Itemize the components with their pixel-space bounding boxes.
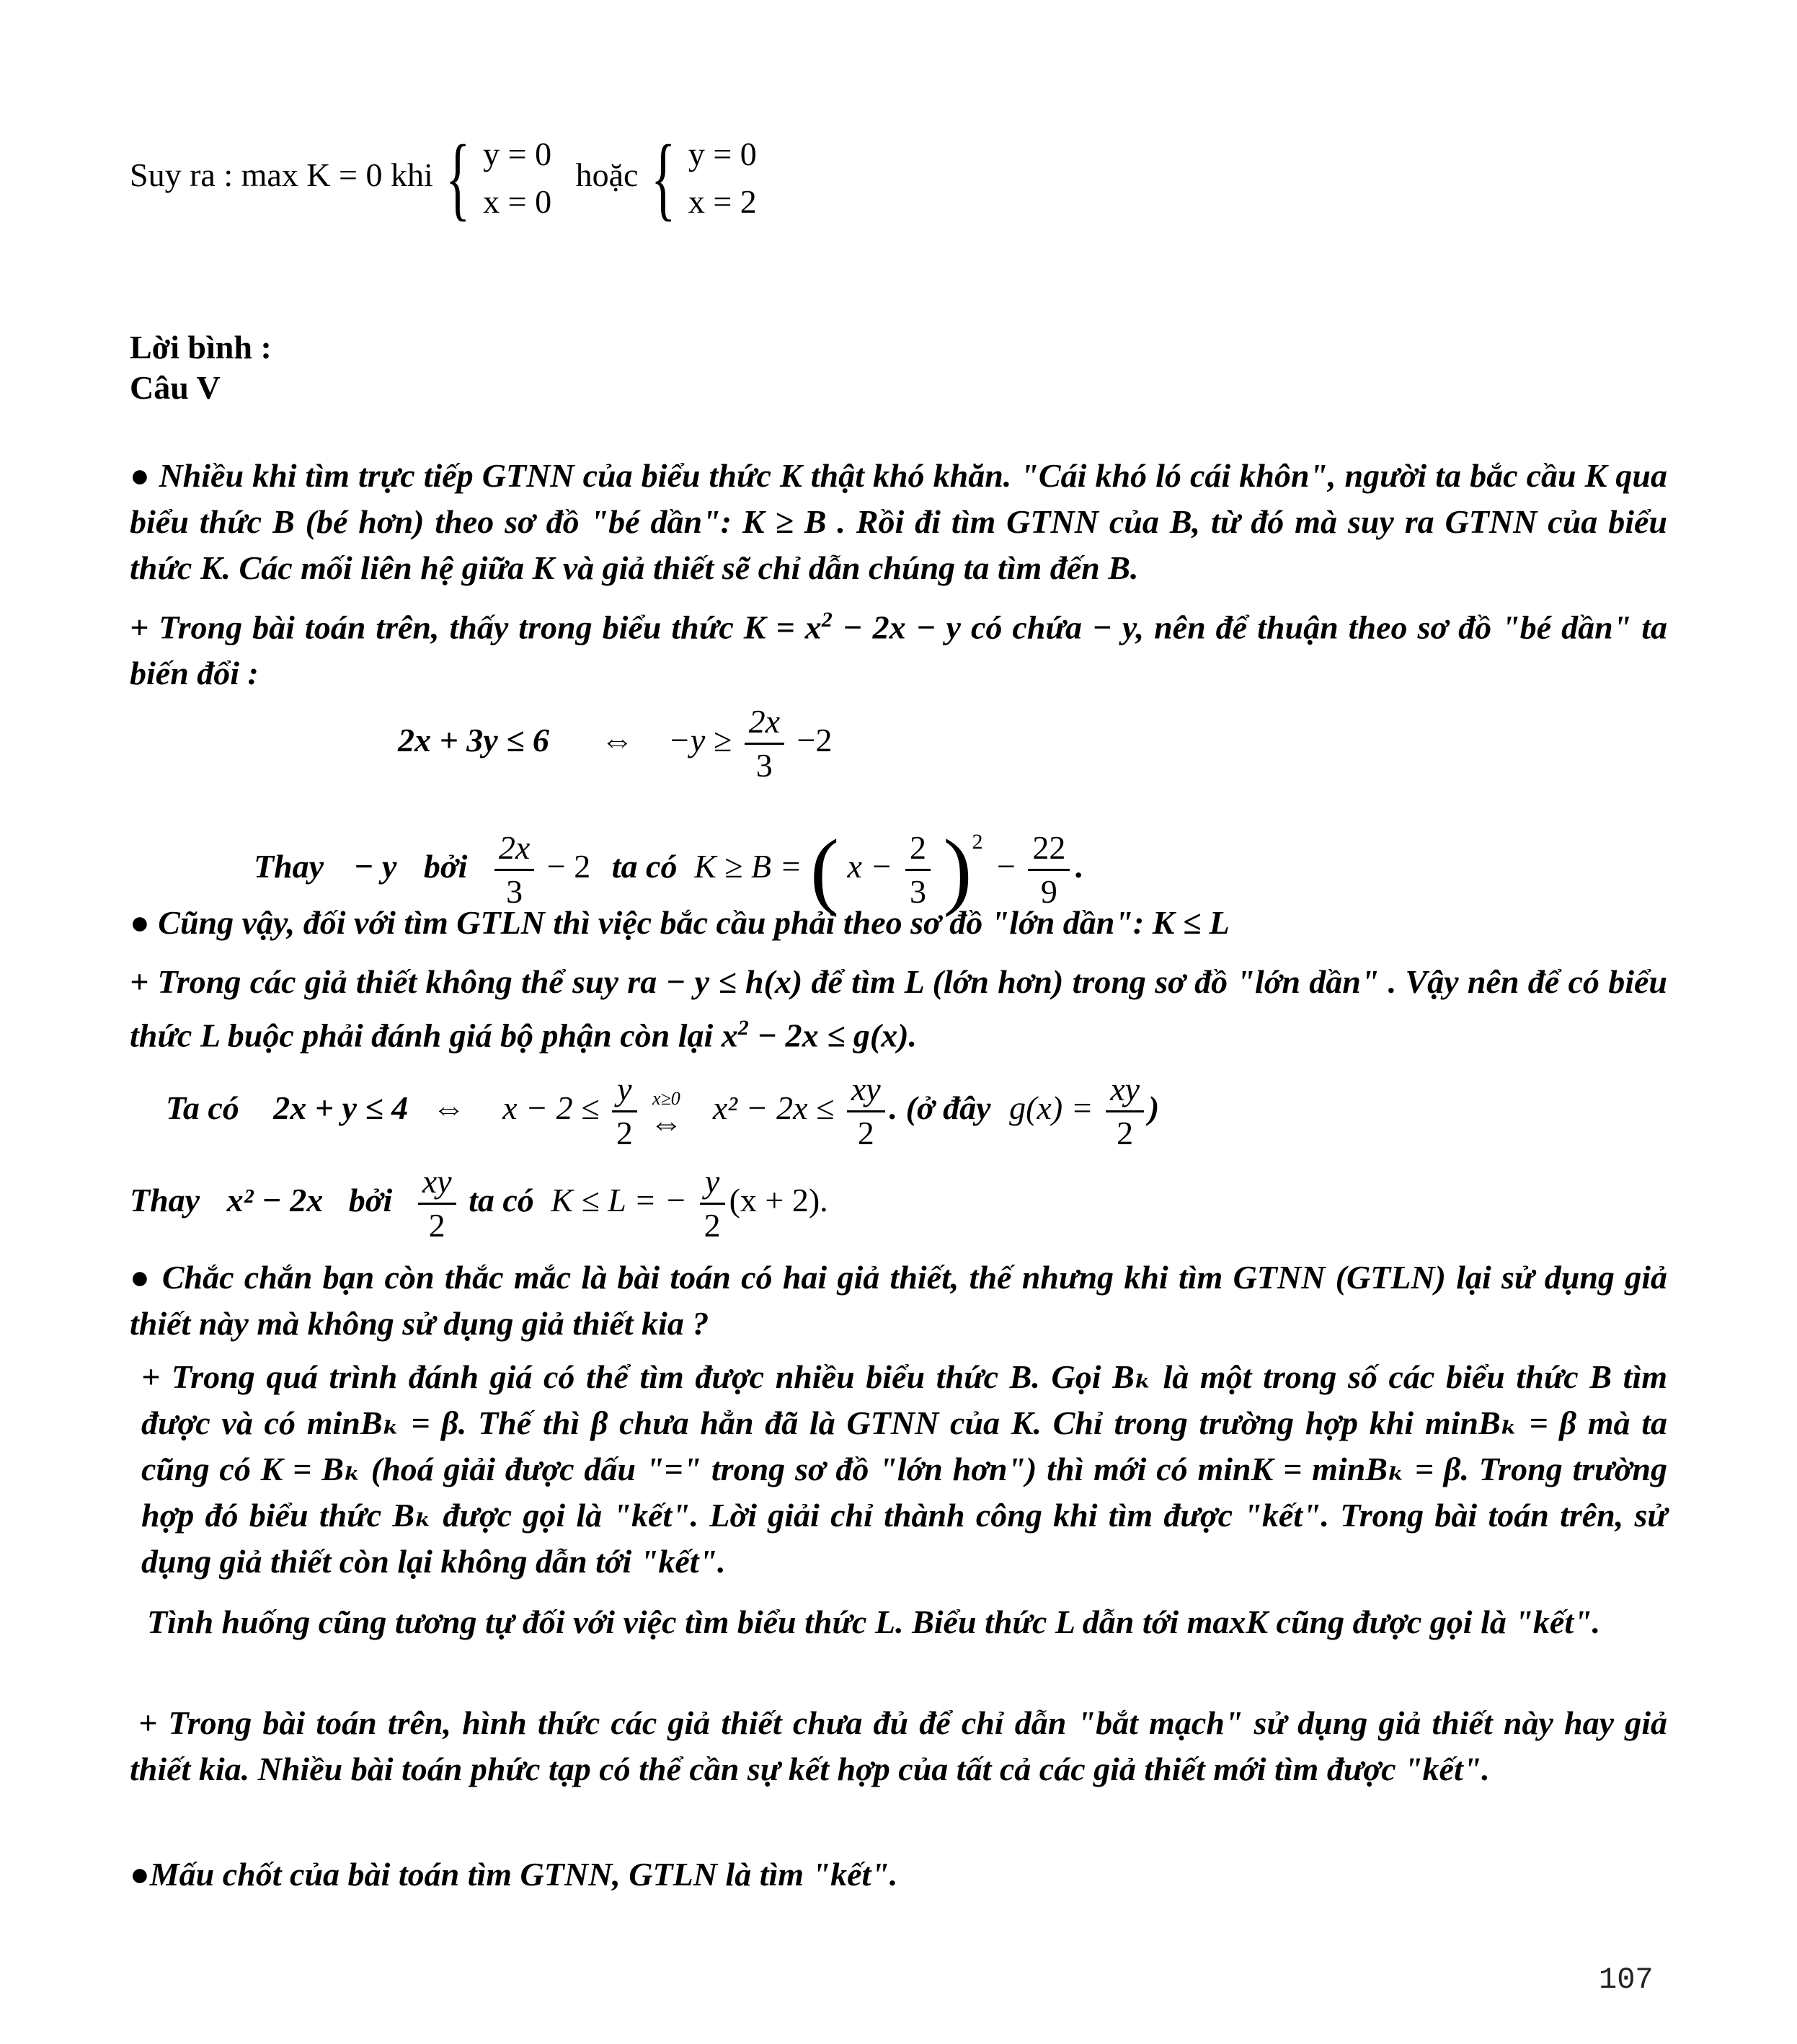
eq4-den: 2 [428,1206,445,1244]
eq2-fraction-1 [494,827,534,913]
eq2-square: 2 [972,830,983,854]
eq3-iff: ⇔ [432,1089,466,1126]
equation-4 [130,1154,828,1247]
p4-exponent: 2 [737,1016,749,1040]
left-brace-1: { [445,126,471,231]
eq3-taco: Ta có [166,1089,239,1126]
eq4-taco: ta có [469,1182,534,1218]
p2-exponent: 2 [821,608,833,632]
eq1-den: 3 [755,746,773,784]
eq3-num3: xy [1106,1069,1144,1112]
eq3-gx: g(x) = [1009,1089,1093,1126]
eq2-boi: bởi [423,848,468,885]
eq2-x: x − [847,848,893,885]
eq2-num2: 2 [905,827,931,871]
conclusion-prefix: Suy ra : max K = 0 khi [130,156,433,193]
eq1-rel: −y ≥ [667,722,732,758]
eq3-close: ) [1148,1089,1160,1126]
system-1 [483,130,551,226]
paragraph-9: ●Mấu chốt của bài toán tìm GTNN, GTLN là tìm "kết". [130,1856,898,1893]
paragraph-7: Tình huống cũng tương tự đối với việc tìm biểu thức L. Biểu thức L dẫn tới maxK cũng được gọi là "kết". [147,1603,1601,1640]
eq3-iff2: ⇔ [649,1105,683,1142]
eq1-tail: −2 [797,722,833,758]
eq3-fraction-2 [847,1069,885,1154]
eq2-minus: − [996,848,1016,885]
p4-text-a: + Trong các giả thiết không thể suy ra − y ≤ h(x) để tìm L (lớn hơn) trong sơ đồ "lớn dần" . Vậy nên để có biểu thức L buộc phải đánh giá bộ phận còn lại x [130,963,1667,1054]
eq2-den3: 9 [1040,872,1057,910]
paragraph-1: ● Nhiều khi tìm trực tiếp GTNN của biểu thức K thật khó khăn. "Cái khó ló cái khôn", người ta bắc cầu K qua biểu thức B (bé hơn) theo sơ đồ "bé dần": K ≥ B . Rồi đi tìm GTNN của B, từ đó mà suy ra GTNN của biểu thức K. Các mối liên hệ giữa K và giả thiết sẽ chỉ dẫn chúng ta tìm đến B. [130,457,1667,586]
paragraph-5: ● Chắc chắn bạn còn thắc mắc là bài toán có hai giả thiết, thế nhưng khi tìm GTNN (GTLN) lại sử dụng giả thiết này mà không sử dụng giả thiết kia ? [130,1259,1667,1342]
equation-3 [166,1061,1159,1155]
eq3-note: . (ở đây [889,1089,991,1126]
system-1-eq-b: x = 0 [483,183,552,221]
p2-text-a: + Trong bài toán trên, thấy trong biểu thức K = x [130,609,822,646]
eq4-thay: Thay [130,1182,200,1218]
system-2 [688,130,757,226]
eq4-fraction-1 [418,1161,456,1247]
conclusion-line [130,126,757,231]
eq1-iff: ⇔ [600,722,634,758]
eq3-num: y [612,1069,637,1112]
eq3-lhs2: x² − 2x ≤ [712,1089,835,1126]
eq3-fraction-3 [1106,1069,1144,1154]
eq3-den3: 2 [1117,1114,1134,1151]
eq2-den2: 3 [909,872,926,910]
eq3-fraction-1 [612,1069,637,1154]
heading-loi-binh: Lời bình : [130,329,272,366]
eq3-lhs: x − 2 ≤ [502,1089,600,1126]
paragraph-2 [130,597,1667,696]
page-number: 107 [1599,1963,1654,1997]
system-2-eq-a: y = 0 [688,136,757,173]
eq3-cond: x≥0 [652,1088,680,1110]
eq4-fraction-2 [700,1161,725,1247]
eq2-right-paren: ) [943,821,972,918]
system-1-eq-a: y = 0 [483,136,552,173]
left-brace-2: { [650,126,676,231]
eq4-tail: (x + 2). [729,1182,828,1218]
eq3-conditional-iff [649,1087,683,1142]
or-text: hoặc [575,156,639,193]
system-2-eq-b: x = 2 [688,183,757,221]
eq2-fraction-3 [1028,827,1070,913]
heading-cau-v: Câu V [130,369,221,406]
eq1-num: 2x [745,701,784,745]
eq2-fraction-2 [905,827,931,913]
eq2-den: 3 [506,872,523,910]
eq3-den2: 2 [857,1114,874,1151]
eq3-num2: xy [847,1069,885,1112]
eq4-num2: y [700,1161,725,1205]
eq2-kb: K ≥ B = [693,848,802,885]
eq4-kl: K ≤ L = − [551,1182,688,1218]
eq4-den2: 2 [704,1206,721,1244]
paragraph-6: + Trong quá trình đánh giá có thể tìm được nhiều biểu thức B. Gọi Bₖ là một trong số các biểu thức B tìm được và có minBₖ = β. Thế thì β chưa hẳn đã là GTNN của K. Chỉ trong trường hợp khi minBₖ = β mà ta cũng có K = Bₖ (hoá giải được dấu "=" trong sơ đồ "lớn hơn") thì mới có minK = minBₖ = β. Trong trường hợp đó biểu thức Bₖ được gọi là "kết". Lời giải chỉ thành công khi tìm được "kết". Trong bài toán trên, sử dụng giả thiết còn lại không dẫn tới "kết". [141,1358,1667,1580]
eq2-neg-y: − y [353,848,397,885]
equation-1 [398,694,832,787]
eq3-den: 2 [616,1114,633,1151]
paragraph-3: ● Cũng vậy, đối với tìm GTLN thì việc bắc cầu phải theo sơ đồ "lớn dần": K ≤ L [130,904,1230,941]
p2-text-b: − 2x − y có chứa − y, nên để thuận theo sơ đồ "bé dần" ta biến đổi : [130,609,1667,692]
eq3-ineq: 2x + y ≤ 4 [273,1089,409,1126]
eq2-left-paren: ( [810,821,839,918]
eq2-num: 2x [494,827,534,871]
eq2-minus2: − 2 [546,848,591,885]
eq1-left: 2x + 3y ≤ 6 [398,722,549,758]
paragraph-8: + Trong bài toán trên, hình thức các giả thiết chưa đủ để chỉ dẫn "bắt mạch" sử dụng giả thiết này hay giả thiết kia. Nhiều bài toán phức tạp có thể cần sự kết hợp của tất cả các giả thiết mới tìm được "kết". [130,1704,1667,1787]
eq4-expr: x² − 2x [226,1182,324,1218]
eq2-thay: Thay [254,848,324,885]
eq2-end: . [1074,848,1083,885]
eq1-fraction [745,701,784,787]
p4-text-b: − 2x ≤ g(x). [748,1017,918,1054]
eq4-num: xy [418,1161,456,1205]
paragraph-4 [130,959,1667,1058]
eq4-boi: bởi [348,1182,393,1218]
eq2-num3: 22 [1028,827,1070,871]
eq2-taco: ta có [611,848,678,885]
